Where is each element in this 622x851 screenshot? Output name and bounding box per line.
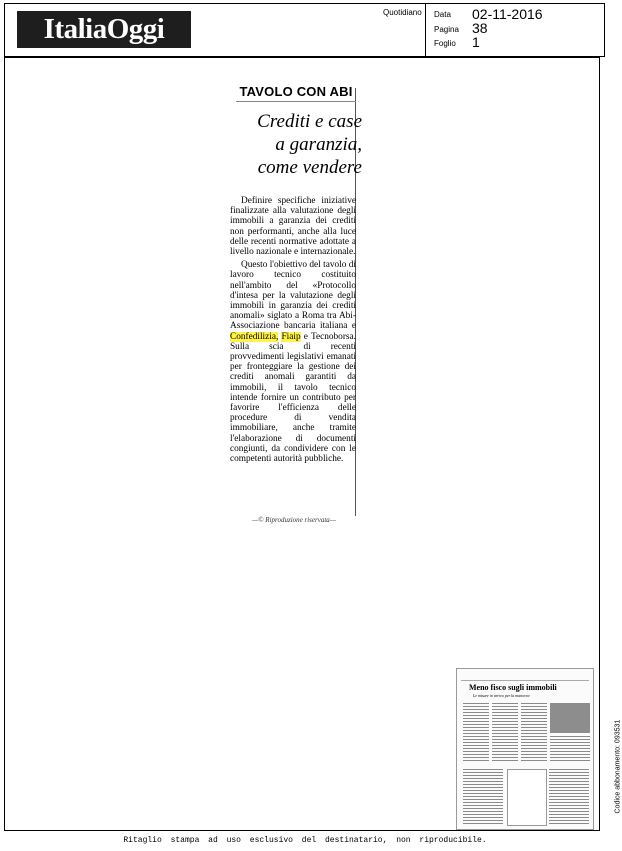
copyright-notice: —© Riproduzione riservata— <box>252 516 337 524</box>
subscription-code-text: Codice abbonamento: 093531 <box>614 719 622 814</box>
thumbnail-column <box>549 769 589 824</box>
thumbnail-title: Meno fisco sugli immobili <box>469 683 557 692</box>
thumbnail-header <box>461 672 589 681</box>
thumbnail-column <box>550 736 590 763</box>
page-thumbnail <box>456 668 594 830</box>
thumbnail-image <box>550 703 590 733</box>
highlight-confedilizia: Confedilizia, <box>230 331 279 342</box>
publication-type: Quotidiano <box>383 8 422 17</box>
publication-logo: ItaliaOggi <box>17 11 191 48</box>
sheet-value: 1 <box>472 34 480 50</box>
article-kicker: TAVOLO CON ABI <box>239 84 353 99</box>
paragraph-text: Questo l'obiettivo del tavolo di lavoro tecnico costituito nell'ambito del «Protocollo d'intesa per la valutazione degli immobili in garanzia dei crediti anomali» siglato a Roma tra Abi-Associazione bancaria italiana e <box>230 260 356 332</box>
thumbnail-column <box>492 703 518 763</box>
page-value: 38 <box>472 20 488 36</box>
sheet-label: Foglio <box>434 39 456 48</box>
kicker-rule <box>236 101 356 102</box>
subscription-code <box>598 690 622 830</box>
headline-line: Crediti e case <box>257 111 362 132</box>
thumbnail-column <box>463 769 503 824</box>
highlight-fiaip: Fiaip <box>281 331 301 342</box>
thumbnail-column <box>463 703 489 763</box>
date-value: 02-11-2016 <box>472 6 543 22</box>
page-label: Pagina <box>434 25 459 34</box>
article-paragraph: Definire specifiche iniziative finalizzate alla valutazione degli immobili a garanzia dei crediti non performanti, anche alla luce delle recenti normative adottate a livello nazionale e internazionale. <box>230 196 356 258</box>
thumbnail-column <box>521 703 547 763</box>
thumbnail-box <box>507 769 547 826</box>
article-paragraph <box>230 260 356 464</box>
article-headline <box>226 110 362 179</box>
metadata-box <box>425 3 605 57</box>
article-body <box>230 196 356 467</box>
paragraph-text: e Tecnoborsa. Sulla scia di recenti provvedimenti legislativi emanati per fronteggiare la gestione dei crediti anomali garantiti da immobili, il tavolo tecnico intende fornire un contributo per favorire l'efficienza delle procedure di vendita immobiliare, anche tramite l'elaborazione di documenti congiunti, da condividere con le competenti autorità pubbliche. <box>230 331 356 465</box>
thumbnail-subtitle: Le misure in arrivo per la manovra <box>473 693 530 698</box>
footer-notice: Ritaglio stampa ad uso esclusivo del destinatario, non riproducibile. <box>123 836 487 845</box>
date-label: Data <box>434 10 451 19</box>
headline-line: a garanzia, <box>275 134 362 155</box>
headline-line: come vendere <box>257 157 362 178</box>
